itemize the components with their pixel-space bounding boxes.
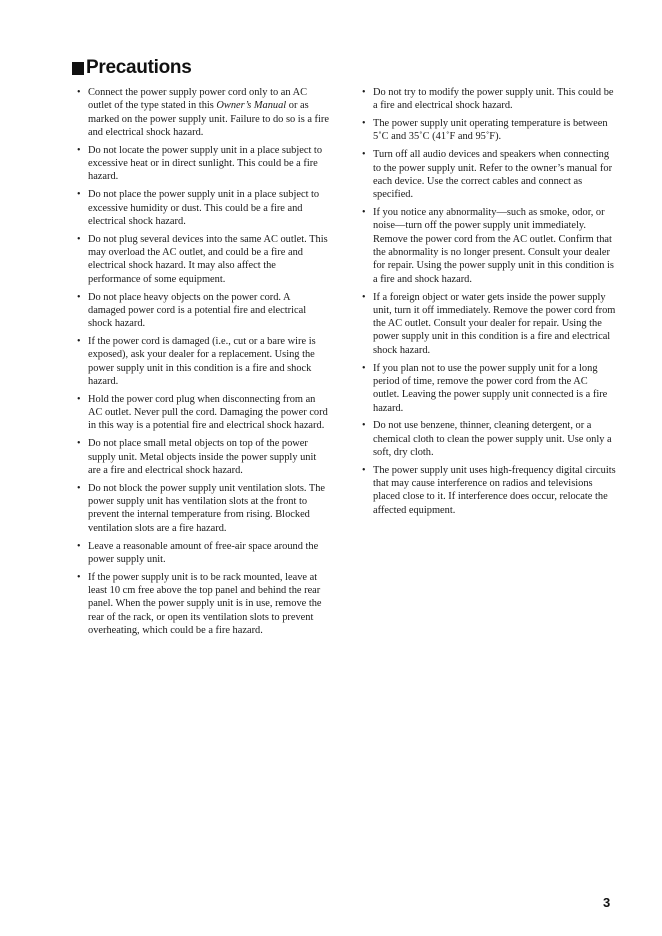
precaution-text: If the power supply unit is to be rack mounted, leave at least 10 cm free above the top panel and behind the rear panel. When the power supply unit is in use, remove the rear of the rack, or open its ventilation slots to prevent overheating, which could be a fire hazard. xyxy=(88,571,322,636)
precaution-text: If a foreign object or water gets inside the power supply unit, turn it off immediately. Remove the power cord from the AC outlet. Consult your dealer for repair. Using the power supply unit in this condition is a fire and electrical shock hazard. xyxy=(373,291,616,356)
bullet-icon: • xyxy=(362,207,366,219)
section-heading xyxy=(72,57,191,79)
precaution-item xyxy=(77,335,329,388)
precaution-text: If you plan not to use the power supply unit for a long period of time, remove the power cord from the AC outlet. Leaving the power supply unit connected is a fire hazard. xyxy=(373,362,608,414)
precaution-item xyxy=(77,188,329,228)
precaution-item xyxy=(362,464,616,517)
precaution-item xyxy=(362,148,616,201)
bullet-icon: • xyxy=(77,482,81,494)
bullet-icon: • xyxy=(362,362,366,374)
precaution-text: Leave a reasonable amount of free-air space around the power supply unit. xyxy=(88,540,319,565)
heading-square-icon xyxy=(72,62,84,75)
precaution-item xyxy=(362,291,616,357)
precaution-item xyxy=(77,571,329,637)
precaution-item xyxy=(362,362,616,415)
precaution-item xyxy=(362,206,616,286)
precaution-text-continued: or as marked on the power supply unit. Failure to do so is a fire and electrical shock hazard. xyxy=(88,100,329,138)
bullet-icon: • xyxy=(77,571,81,583)
precaution-text: If the power cord is damaged (i.e., cut or a bare wire is exposed), ask your dealer for a replacement. Using the power supply unit in this condition is a fire and shock hazard. xyxy=(88,336,316,387)
bullet-icon: • xyxy=(362,464,366,476)
precaution-item xyxy=(362,117,616,144)
precaution-text: If you notice any abnormality—such as smoke, odor, or noise—turn off the power supply unit immediately. Remove the power cord from the AC outlet. Confirm that the abnormality is no longer present. Consult your dealer for repair. Using the power supply unit in this condition is a fire and shock hazard. xyxy=(373,207,614,285)
bullet-icon: • xyxy=(77,393,81,405)
precaution-item xyxy=(362,86,616,113)
precaution-text: Do not place heavy objects on the power cord. A damaged power cord is a potential fire and electrical shock hazard. xyxy=(88,291,307,330)
bullet-icon: • xyxy=(77,87,81,98)
bullet-icon: • xyxy=(77,144,81,156)
precaution-item xyxy=(77,144,329,184)
precaution-text: The power supply unit operating temperature is between 5˚C and 35˚C (41˚F and 95˚F). xyxy=(373,118,608,143)
precautions-list-right xyxy=(362,86,616,522)
precaution-text: Do not place small metal objects on top of the power supply unit. Metal objects inside the power supply unit are a fire and electrical shock hazard. xyxy=(88,438,317,476)
precaution-item xyxy=(77,437,329,477)
precaution-text: Do not use benzene, thinner, cleaning detergent, or a chemical cloth to clean the power supply unit. Use only a soft, dry cloth. xyxy=(373,420,612,458)
section-title: Precautions xyxy=(86,57,192,78)
bullet-icon: • xyxy=(77,540,81,552)
bullet-icon: • xyxy=(362,118,366,130)
bullet-icon: • xyxy=(77,189,81,201)
bullet-icon: • xyxy=(362,420,366,432)
bullet-icon: • xyxy=(77,438,81,450)
precaution-text: Do not plug several devices into the same AC outlet. This may overload the AC outlet, and could be a fire and electrical shock hazard. It may also affect the performance of some equipment. xyxy=(88,233,328,285)
precaution-text: The power supply unit uses high-frequency digital circuits that may cause interference on radios and televisions placed close to it. If interference does occur, relocate the affected equipment. xyxy=(373,464,616,516)
precaution-item xyxy=(77,482,329,535)
bullet-icon: • xyxy=(77,291,81,303)
precaution-text: Do not try to modify the power supply unit. This could be a fire and electrical shock hazard. xyxy=(373,87,614,112)
precaution-item xyxy=(77,540,329,567)
precaution-text: Turn off all audio devices and speakers when connecting to the power supply unit. Refer to the owner’s manual for each device. Use the correct cables and connect as specified. xyxy=(373,149,613,201)
precaution-item xyxy=(362,419,616,459)
precaution-item xyxy=(77,393,329,433)
bullet-icon: • xyxy=(362,87,366,98)
page-number: 3 xyxy=(603,895,611,910)
precaution-item xyxy=(77,233,329,286)
precaution-text: Hold the power cord plug when disconnecting from an AC outlet. Never pull the cord. Damaging the power cord in this way is a potential fire and electrical shock hazard. xyxy=(88,393,328,432)
bullet-icon: • xyxy=(77,336,81,348)
precaution-item xyxy=(77,86,329,139)
precaution-text: Do not place the power supply unit in a place subject to excessive humidity or dust. This could be a fire and electrical shock hazard. xyxy=(88,189,320,227)
precaution-item xyxy=(77,291,329,331)
precautions-list-left xyxy=(77,86,329,642)
bullet-icon: • xyxy=(362,149,366,161)
precaution-text: Do not block the power supply unit ventilation slots. The power supply unit has ventilation slots at the front to prevent the internal temperature from rising. Blocked ventilation slots are a fire hazard. xyxy=(88,482,326,534)
precaution-text-italic: Owner’s Manual xyxy=(216,100,287,112)
precaution-text: Connect the power supply power cord only to an AC outlet of the type stated in this xyxy=(88,87,308,112)
precaution-text: Do not locate the power supply unit in a place subject to excessive heat or in direct sunlight. This could be a fire hazard. xyxy=(88,144,323,183)
bullet-icon: • xyxy=(362,291,366,303)
bullet-icon: • xyxy=(77,233,81,245)
